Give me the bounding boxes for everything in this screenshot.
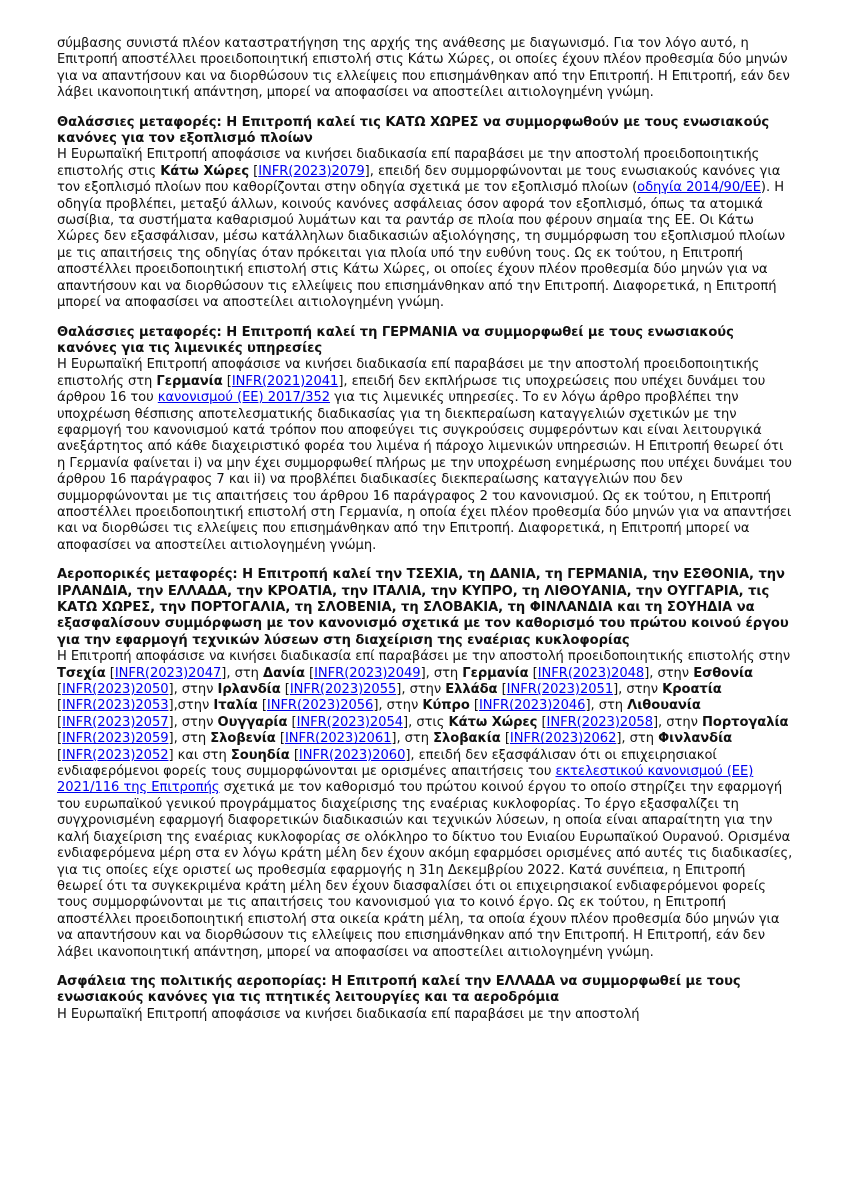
bracket-open: [ — [469, 698, 479, 714]
infringement-link[interactable]: INFR(2023)2059 — [62, 731, 169, 747]
infringement-link[interactable]: INFR(2023)2056 — [266, 698, 374, 714]
body-text: ], στις — [403, 714, 449, 730]
country-name: Κύπρο — [422, 698, 470, 714]
body-text: ], επειδή δεν εκπλήρωσε τις υποχρεώσεις που υπέχει δυνάμει του άρθρου 16 του — [57, 373, 766, 406]
body-text: ], επειδή δεν εξασφάλισαν ότι οι επιχειρησιακοί ενδιαφερόμενοι φορείς τους συμμορφώνονται με ορισμένες απαιτήσεις του — [57, 747, 717, 780]
country-name: Γερμανία — [156, 373, 223, 389]
country-name: Γερμανία — [462, 665, 529, 681]
country-name: Πορτογαλία — [702, 714, 789, 730]
infringement-link[interactable]: INFR(2023)2060 — [298, 747, 406, 763]
bracket-open: [ — [57, 682, 63, 698]
body-text: ], στη — [221, 665, 264, 681]
country-name: Σουηδία — [230, 747, 290, 763]
body-text: ], στην — [644, 665, 694, 681]
infringement-link[interactable]: INFR(2023)2061 — [284, 731, 392, 747]
country-name: Ουγγαρία — [217, 714, 288, 730]
body-text: ], στη — [391, 731, 434, 747]
regulation-link[interactable]: εκτελεστικού κανονισμού (ΕΕ) 2021/116 της Επιτροπής — [57, 764, 754, 796]
bracket-open: [ — [500, 731, 510, 747]
body-text: ], στην — [168, 714, 218, 730]
infringement-link[interactable]: INFR(2023)2048 — [537, 665, 645, 681]
paragraph-text: σύμβασης συνιστά πλέον καταστρατήγηση της αρχής της ανάθεσης με διαγωνισμό. Για τον λόγο αυτό, η Επιτροπή αποστέλλει προειδοποιητική επιστολή στις Κάτω Χώρες, οι οποίες έχουν πλέον προθεσμία δύο μηνών για να απαντήσουν και να διορθώσουν τις ελλείψεις που επισημάνθηκαν από την Επιτροπή. Η Επιτροπή, εάν δεν λάβει ικανοποιητική απάντηση, μπορεί να αποφασίσει να αποστείλει αιτιολογημένη γνώμη. — [57, 36, 790, 101]
body-text: ). Η οδηγία προβλέπει, μεταξύ άλλων, κοινούς κανόνες ασφάλειας όσον αφορά τον εξοπλισμό, όπως τα ατομικά σωσίβια, τα συστήματα καθαρισμού λυμάτων και τα ραντάρ σε πλοία που φέρουν σημαία της ΕΕ. Οι Κάτω Χώρες δεν εξασφάλισαν, μέσω κατάλληλων διαδικασιών αξιολόγησης, τη συμμόρφωση του εξοπλισμού πλοίων με τις απαιτήσεις της οδηγίας όταν πρόκειται για πλοία υπό την ευθύνη τους. Ως εκ τούτου, η Επιτροπή αποστέλλει προειδοποιητική επιστολή στις Κάτω Χώρες, οι οποίες έχουν πλέον προθεσμία δύο μηνών για να απαντήσουν και να διορθώσουν τις ελλείψεις που επισημάνθηκαν από την Επιτροπή. Διαφορετικά, η Επιτροπή μπορεί να αποφασίσει να αποστείλει αιτιολογημένη γνώμη. — [57, 180, 785, 311]
infringement-link[interactable]: INFR(2023)2058 — [546, 714, 653, 730]
infringement-link[interactable]: INFR(2023)2055 — [289, 682, 397, 698]
body-text: ], στην — [396, 682, 446, 698]
section-maritime-germany — [57, 325, 795, 555]
bracket-open: [ — [57, 714, 63, 730]
body-text: [ — [222, 373, 232, 389]
section-air-transport — [57, 567, 795, 961]
body-text: Η Ευρωπαϊκή Επιτροπή αποφάσισε να κινήσει διαδικασία επί παραβάσει με την αποστολή προειδοποιητικής επιστολής στη — [57, 357, 760, 389]
infringement-link[interactable]: INFR(2023)2079 — [258, 163, 365, 179]
body-text: ], στη — [616, 731, 659, 747]
country-name: Κάτω Χώρες — [160, 163, 250, 179]
infringement-link[interactable]: INFR(2023)2051 — [506, 682, 614, 698]
bracket-open: [ — [497, 682, 507, 698]
body-text: ], στην — [653, 714, 702, 730]
body-text: ], στην — [613, 682, 663, 698]
section-maritime-netherlands — [57, 115, 795, 312]
document-page — [57, 36, 795, 1036]
country-name: Εσθονία — [693, 665, 753, 681]
body-text: σχετικά με τον καθορισμό του πρώτου κοινού έργου το οποίο στηρίζει την εφαρμογή του ευρωπαϊκού γενικού προγράμματος διαχείρισης της εναέριας κυκλοφορίας. Το έργο εξασφαλίζει τη συγχρονισμένη εφαρμογή διαφορετικών διαδικασιών και τεχνικών λύσεων, η οποία είναι απαραίτητη για την καλή διαχείριση της εναέριας κυκλοφορίας σε ολόκληρο το δίκτυο του Ενιαίου Ευρωπαϊκού Ουρανού. Ορισμένα ενδιαφερόμενα μέρη στα εν λόγω κράτη μέλη δεν έχουν ακόμη εφαρμόσει ορισμένες από αυτές τις διαδικασίες, για τις οποίες είχε οριστεί ως προθεσμία εφαρμογής η 31η Δεκεμβρίου 2022. Κατά συνέπεια, η Επιτροπή θεωρεί ότι τα συγκεκριμένα κράτη μέλη δεν έχουν διασφαλίσει ότι οι επιχειρησιακοί ενδιαφερόμενοι φορείς τους συμμορφώνονται με τις απαιτήσεις του κανονισμού για το κοινό έργο. Ως εκ τούτου, η Επιτροπή αποστέλλει προειδοποιητική επιστολή στα οικεία κράτη μέλη, τα οποία έχουν πλέον προθεσμία δύο μηνών για να απαντήσουν και να διορθώσουν τις ελλείψεις που επισημάνθηκαν από την Επιτροπή. Η Επιτροπή, εάν δεν λάβει ικανοποιητική απάντηση, μπορεί να αποφασίσει να αποστείλει αιτιολογημένη γνώμη. — [57, 780, 793, 960]
bracket-open: [ — [57, 731, 63, 747]
section-heading: Ασφάλεια της πολιτικής αεροπορίας: Η Επιτροπή καλεί την ΕΛΛΑΔΑ να συμμορφωθεί με τους ενωσιακούς κανόνες για τις πτητικές λειτουργίες και τα αεροδρόμια — [57, 973, 741, 1006]
section-heading: Θαλάσσιες μεταφορές: Η Επιτροπή καλεί τη ΓΕΡΜΑΝΙΑ να συμμορφωθεί με τους ενωσιακούς κανόνες για τις λιμενικές υπηρεσίες — [57, 324, 734, 356]
section-body — [57, 649, 795, 961]
country-name: Κροατία — [662, 682, 722, 698]
bracket-open: [ — [257, 698, 267, 714]
infringement-link[interactable]: INFR(2023)2062 — [509, 731, 617, 747]
infringement-link[interactable]: INFR(2021)2041 — [231, 373, 339, 389]
section-heading: Αεροπορικές μεταφορές: Η Επιτροπή καλεί την ΤΣΕΧΙΑ, τη ΔΑΝΙΑ, τη ΓΕΡΜΑΝΙΑ, την ΕΣΘΟΝΙΑ, την ΙΡΛΑΝΔΙΑ, την ΕΛΛΑΔΑ, την ΚΡΟΑΤΙΑ, την ΙΤΑΛΙΑ, την ΚΥΠΡΟ, τη ΛΙΘΟΥΑΝΙΑ, την ΟΥΓΓΑΡΙΑ, τις ΚΑΤΩ ΧΩΡΕΣ, την ΠΟΡΤΟΓΑΛΙΑ, τη ΣΛΟΒΕΝΙΑ, τη ΣΛΟΒΑΚΙΑ, τη ΦΙΝΛΑΝΔΙΑ και τη ΣΟΥΗΔΙΑ να εξασφαλίσουν συμμόρφωση με τον κανονισμό σχετικά με τον καθορισμό του πρώτου κοινού έργου για την εφαρμογή τεχνικών λύσεων στη διαχείριση της εναέριας κυκλοφορίας — [57, 567, 789, 648]
country-infringement-list — [57, 666, 788, 779]
section-body — [57, 357, 795, 554]
infringement-link[interactable]: INFR(2023)2047 — [114, 665, 222, 681]
bracket-open: [ — [275, 731, 285, 747]
country-name: Κάτω Χώρες — [448, 714, 538, 730]
country-name: Δανία — [263, 665, 305, 681]
body-text: ], στην — [373, 698, 423, 714]
bracket-open: [ — [105, 665, 115, 681]
bracket-open: [ — [537, 714, 547, 730]
infringement-link[interactable]: INFR(2023)2050 — [62, 682, 169, 698]
body-text: ],στην — [168, 698, 214, 714]
bracket-open: [ — [57, 747, 63, 763]
section-aviation-safety-greece — [57, 974, 795, 1023]
section-body — [57, 147, 795, 311]
country-name: Ελλάδα — [445, 682, 498, 698]
body-text: ], στη — [420, 665, 463, 681]
body-text: ], επειδή δεν συμμορφώνονται με τους ενωσιακούς κανόνες για τον εξοπλισμό πλοίων που καθορίζονται στην οδηγία σχετικά με τον εξοπλισμό πλοίων ( — [57, 163, 781, 196]
body-text: ], στη — [168, 731, 211, 747]
section-heading: Θαλάσσιες μεταφορές: Η Επιτροπή καλεί τις ΚΑΤΩ ΧΩΡΕΣ να συμμορφωθούν με τους ενωσιακούς κανόνες για τον εξοπλισμό πλοίων — [57, 114, 770, 147]
bracket-open: [ — [280, 682, 290, 698]
bracket-open: [ — [528, 665, 538, 681]
infringement-link[interactable]: INFR(2023)2057 — [62, 714, 169, 730]
body-text: [ — [249, 163, 259, 179]
regulation-link[interactable]: κανονισμού (ΕΕ) 2017/352 — [157, 390, 331, 406]
country-name: Ιρλανδία — [217, 682, 281, 698]
country-name: Λιθουανία — [627, 698, 701, 714]
body-text: Η Επιτροπή αποφάσισε να κινήσει διαδικασία επί παραβάσει με την αποστολή προειδοποιητικής επιστολής στην — [57, 649, 791, 665]
infringement-link[interactable]: INFR(2023)2053 — [62, 698, 169, 714]
body-text: ], στη — [585, 698, 628, 714]
bracket-open: [ — [287, 714, 297, 730]
country-name: Τσεχία — [57, 665, 106, 681]
infringement-link[interactable]: INFR(2023)2054 — [296, 714, 404, 730]
country-name: Φινλανδία — [658, 731, 733, 747]
continuation-paragraph — [57, 36, 795, 102]
infringement-link[interactable]: INFR(2023)2049 — [314, 665, 421, 681]
country-name: Σλοβακία — [433, 731, 501, 747]
infringement-link[interactable]: INFR(2023)2052 — [62, 747, 169, 763]
directive-link[interactable]: οδηγία 2014/90/ΕΕ — [637, 180, 761, 196]
body-text: ], στην — [168, 682, 218, 698]
body-text: ] και στη — [168, 747, 231, 763]
body-text: Η Ευρωπαϊκή Επιτροπή αποφάσισε να κινήσει διαδικασία επί παραβάσει με την αποστολή — [57, 1006, 640, 1022]
bracket-open: [ — [289, 747, 299, 763]
country-name: Σλοβενία — [210, 731, 276, 747]
bracket-open: [ — [304, 665, 315, 681]
country-name: Ιταλία — [213, 698, 258, 714]
body-text: Η Ευρωπαϊκή Επιτροπή αποφάσισε να κινήσει διαδικασία επί παραβάσει με την αποστολή προειδοποιητικής επιστολής στις — [57, 147, 760, 179]
section-body — [57, 1007, 795, 1023]
bracket-open: [ — [57, 698, 63, 714]
infringement-link[interactable]: INFR(2023)2046 — [478, 698, 586, 714]
body-text: για τις λιμενικές υπηρεσίες. Το εν λόγω άρθρο προβλέπει την υποχρέωση θέσπισης αποτελεσματικής διαδικασίας για τη διεκπεραίωση καταγγελιών σχετικών με την εφαρμογή του κανονισμού κατά τρόπον που αποφεύγει τις συγκρούσεις συμφερόντων και είναι λειτουργικά ανεξάρτητος από κάθε διαχειριστικό φορέα του λιμένα ή πάροχο λιμενικών υπηρεσιών. Η Επιτροπή θεωρεί ότι η Γερμανία φαίνεται i) να μην έχει συμμορφωθεί πλήρως με την υποχρέωση ενημέρωσης που υπέχει δυνάμει του άρθρου 16 παράγραφος 7 και ii) να προβλέπει διαδικασίες διεκπεραίωσης καταγγελιών που δεν συμμορφώνονται με τις απαιτήσεις του άρθρου 16 παράγραφος 2 του κανονισμού. Ως εκ τούτου, η Επιτροπή αποστέλλει προειδοποιητική επιστολή στη Γερμανία, η οποία έχει πλέον προθεσμία δύο μηνών για να απαντήσει και να διορθώσει τις ελλείψεις που επισημάνθηκαν από την Επιτροπή. Διαφορετικά, η Επιτροπή μπορεί να αποφασίσει να αποστείλει αιτιολογημένη γνώμη. — [57, 390, 792, 553]
